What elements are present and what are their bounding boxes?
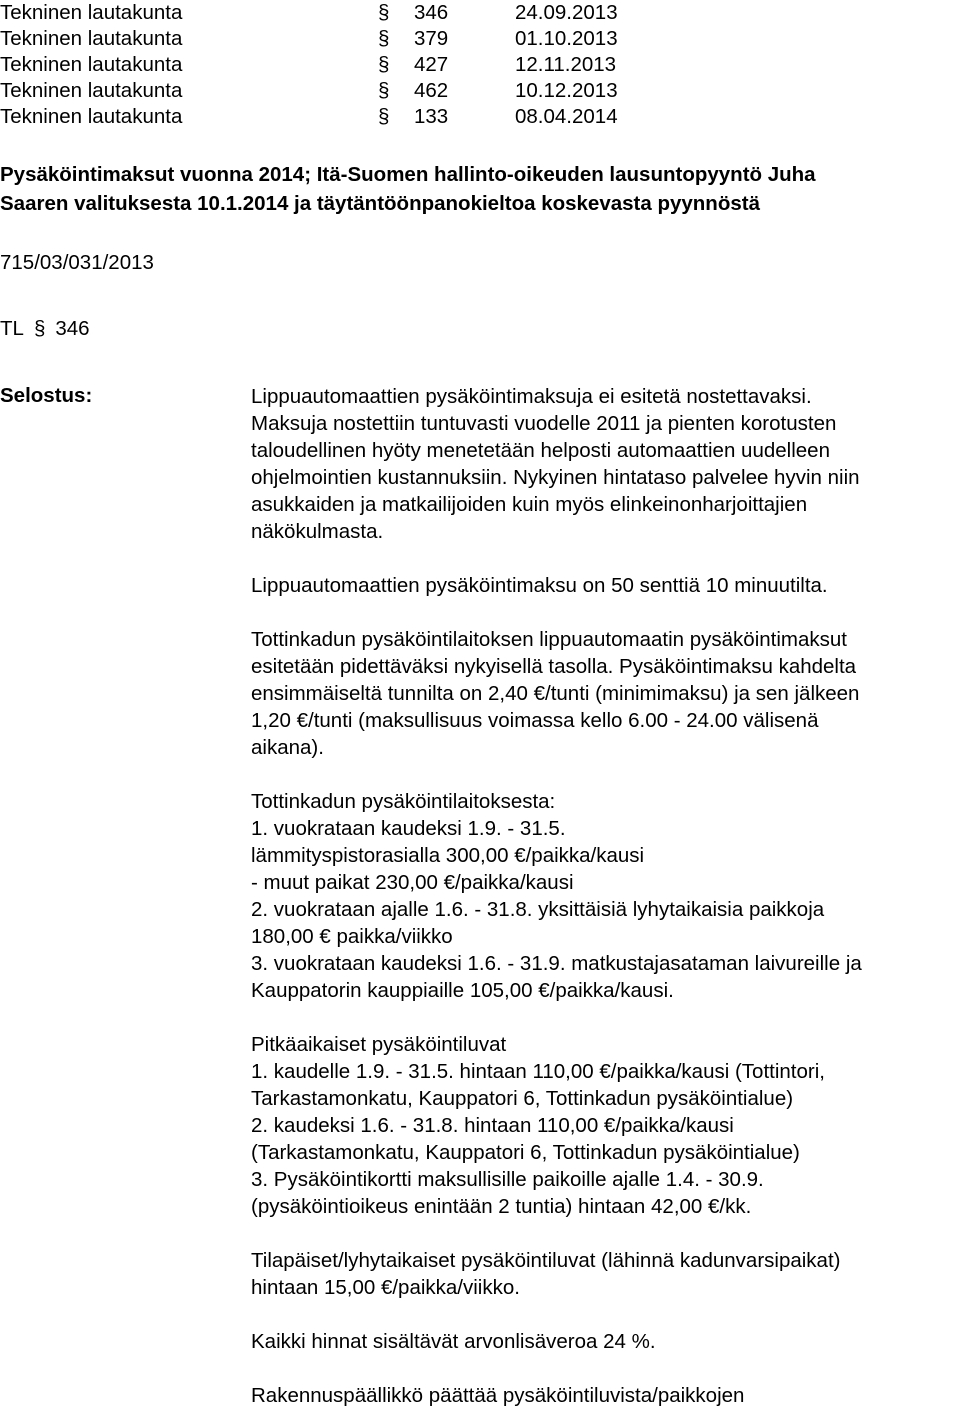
paragraph [251,572,960,599]
reference-number: 133 [414,105,449,128]
section-symbol: § [378,1,390,24]
text-line: 1. kaudelle 1.9. - 31.5. hintaan 110,00 €/paikka/kausi (Tottintori, [251,1060,825,1083]
reference-number: 462 [414,79,449,102]
section-symbol: § [378,79,390,102]
paragraph [251,1328,960,1355]
text-line: ohjelmointien kustannuksiin. Nykyinen hintataso palvelee hyvin niin [251,466,860,489]
reference-date: 24.09.2013 [515,1,618,24]
diary-number: 715/03/031/2013 [0,251,154,274]
paragraph [251,788,960,1004]
text-line: 1. vuokrataan kaudeksi 1.9. - 31.5. [251,817,566,840]
paragraph [251,1382,960,1409]
text-line: Tarkastamonkatu, Kauppatori 6, Tottinkadun pysäköintialue) [251,1087,794,1110]
text-line: taloudellinen hyöty menetetään helposti automaattien uudelleen [251,439,830,462]
text-line: ensimmäiseltä tunnilta on 2,40 €/tunti (minimimaksu) ja sen jälkeen [251,682,860,705]
text-line: Pitkäaikaiset pysäköintiluvat [251,1033,507,1056]
text-line: Kauppatorin kauppiaille 105,00 €/paikka/kausi. [251,979,674,1002]
text-line: Lippuautomaattien pysäköintimaksu on 50 senttiä 10 minuutilta. [251,574,828,597]
text-line: esitetään pidettäväksi nykyisellä tasolla. Pysäköintimaksu kahdelta [251,655,857,678]
text-line: 180,00 € paikka/viikko [251,925,453,948]
reference-body: Tekninen lautakunta [0,1,183,24]
section-symbol: § [378,27,390,50]
text-line: näkökulmasta. [251,520,384,543]
document-heading [0,160,958,218]
tl-reference [0,316,90,342]
text-line: Rakennuspäällikkö päättää pysäköintiluvista/paikkojen [251,1384,745,1407]
paragraph [251,1031,960,1220]
reference-number: 346 [414,1,449,24]
text-line: Tilapäiset/lyhytaikaiset pysäköintiluvat (lähinnä kadunvarsipaikat) [251,1249,841,1272]
paragraph [251,1247,960,1301]
reference-date: 10.12.2013 [515,79,618,102]
text-line: - muut paikat 230,00 €/paikka/kausi [251,871,574,894]
text-line: 2. kaudeksi 1.6. - 31.8. hintaan 110,00 €/paikka/kausi [251,1114,734,1137]
section-symbol: § [378,53,390,76]
reference-number: 427 [414,53,449,76]
section-symbol: § [33,317,46,340]
text-line: 2. vuokrataan ajalle 1.6. - 31.8. yksittäisiä lyhytaikaisia paikkoja [251,898,825,921]
text-line: Lippuautomaattien pysäköintimaksuja ei esitetä nostettavaksi. [251,385,812,408]
tl-label: TL [0,317,24,340]
reference-body: Tekninen lautakunta [0,79,183,102]
reference-body: Tekninen lautakunta [0,105,183,128]
paragraph [251,383,960,545]
text-line: Kaikki hinnat sisältävät arvonlisäveroa 24 %. [251,1330,656,1353]
reference-number: 379 [414,27,449,50]
reference-body: Tekninen lautakunta [0,27,183,50]
reference-date: 12.11.2013 [515,53,617,76]
text-line: Tottinkadun pysäköintilaitoksesta: [251,790,556,813]
text-line: aikana). [251,736,324,759]
reference-date: 08.04.2014 [515,105,618,128]
reference-date: 01.10.2013 [515,27,618,50]
heading-line: Saaren valituksesta 10.1.2014 ja täytäntöönpanokieltoa koskevasta pyynnöstä [0,192,760,215]
reference-body: Tekninen lautakunta [0,53,183,76]
selostus-label: Selostus: [0,384,93,407]
text-line: 3. vuokrataan kaudeksi 1.6. - 31.9. matkustajasataman laivureille ja [251,952,862,975]
text-line: 1,20 €/tunti (maksullisuus voimassa kello 6.00 - 24.00 välisenä [251,709,819,732]
paragraph [251,626,960,761]
text-line: asukkaiden ja matkailijoiden kuin myös elinkeinonharjoittajien [251,493,808,516]
selostus-content [251,383,960,1409]
text-line: lämmityspistorasialla 300,00 €/paikka/kausi [251,844,645,867]
text-line: (pysäköintioikeus enintään 2 tuntia) hintaan 42,00 €/kk. [251,1195,752,1218]
text-line: Maksuja nostettiin tuntuvasti vuodelle 2011 ja pienten korotusten [251,412,837,435]
text-line: hintaan 15,00 €/paikka/viikko. [251,1276,520,1299]
heading-line: Pysäköintimaksut vuonna 2014; Itä-Suomen hallinto-oikeuden lausuntopyyntö Juha [0,163,816,186]
text-line: Tottinkadun pysäköintilaitoksen lippuautomaatin pysäköintimaksut [251,628,847,651]
text-line: (Tarkastamonkatu, Kauppatori 6, Tottinkadun pysäköintialue) [251,1141,800,1164]
tl-number: 346 [55,317,90,340]
text-line: 3. Pysäköintikortti maksullisille paikoille ajalle 1.4. - 30.9. [251,1168,764,1191]
section-symbol: § [378,105,390,128]
